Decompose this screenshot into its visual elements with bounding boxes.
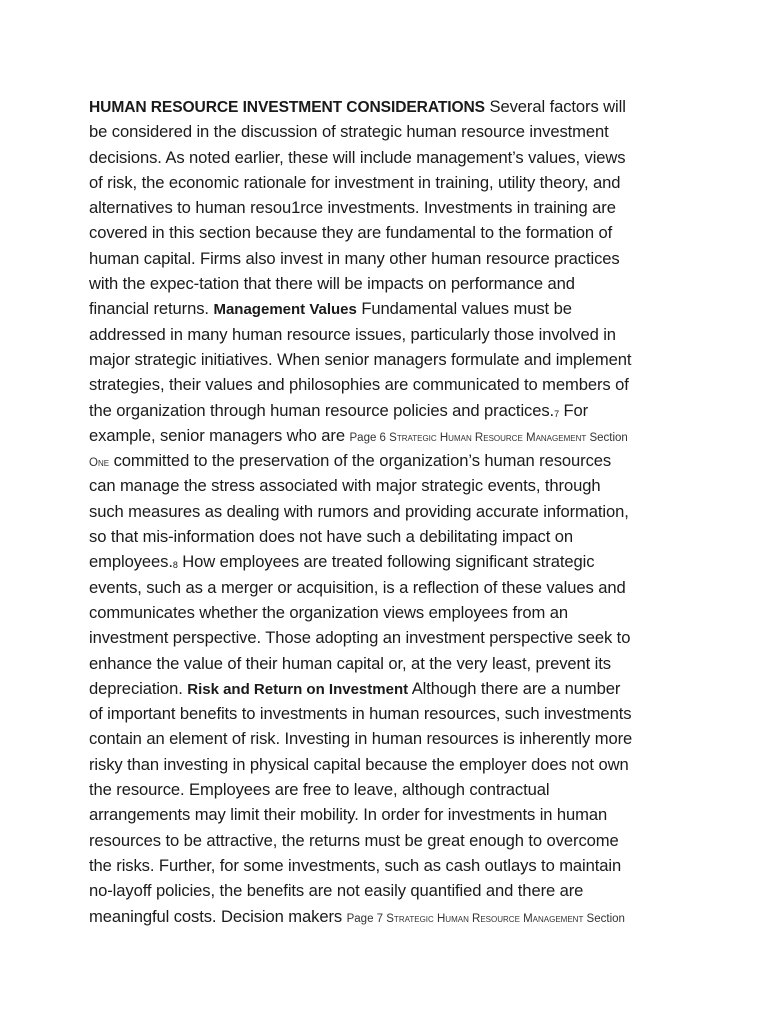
body-text-span: the organization through human resource policies and practices. xyxy=(89,400,555,420)
text-line xyxy=(89,828,709,853)
body-text-span: For xyxy=(558,400,589,420)
text-line xyxy=(89,119,709,144)
text-line xyxy=(89,853,709,878)
text-line xyxy=(89,802,709,827)
text-line xyxy=(89,752,709,777)
body-text-span: such measures as dealing with rumors and providing accurate information, xyxy=(89,501,629,521)
text-line xyxy=(89,271,709,296)
text-line xyxy=(89,473,709,498)
text-line xyxy=(89,878,709,903)
body-text-span: addressed in many human resource issues, particularly those involved in xyxy=(89,324,616,344)
body-text-span: example, senior managers who are xyxy=(89,425,350,445)
body-text-span: of risk, the economic rationale for investment in training, utility theory, and xyxy=(89,172,621,192)
text-line xyxy=(89,296,709,321)
body-text-span: can manage the stress associated with major strategic events, through xyxy=(89,476,601,496)
body-text-span: arrangements may limit their mobility. In order for investments in human xyxy=(89,805,608,825)
text-line xyxy=(89,423,709,448)
body-text-span: no-layoff policies, the benefits are not easily quantified and there are xyxy=(89,881,584,901)
text-line xyxy=(89,499,709,524)
text-line xyxy=(89,701,709,726)
body-text-span: major strategic initiatives. When senior managers formulate and implement xyxy=(89,349,632,369)
running-header: Strategic Human Resource Management xyxy=(386,912,584,925)
body-text-span: strategies, their values and philosophies are communicated to members of xyxy=(89,375,629,395)
text-line xyxy=(89,322,709,347)
text-line xyxy=(89,726,709,751)
page-marker: Page 7 xyxy=(346,912,387,925)
body-text-span: investment perspective. Those adopting an investment perspective seek to xyxy=(89,628,631,648)
body-text-span: contain an element of risk. Investing in human resources is inherently more xyxy=(89,729,633,749)
body-text-span: employees. xyxy=(89,552,173,572)
body-text xyxy=(89,94,709,929)
footnote-marker: 7 xyxy=(554,408,559,419)
body-text-span: committed to the preservation of the organization’s human resources xyxy=(109,451,612,471)
text-line xyxy=(89,904,709,929)
section-heading: HUMAN RESOURCE INVESTMENT CONSIDERATIONS xyxy=(89,99,485,116)
body-text-span: communicates whether the organization views employees from an xyxy=(89,602,569,622)
body-text-span: of important benefits to investments in human resources, such investments xyxy=(89,704,632,724)
body-text-span: the risks. Further, for some investments, such as cash outlays to maintain xyxy=(89,855,622,875)
text-line xyxy=(89,651,709,676)
text-line xyxy=(89,398,709,423)
text-line xyxy=(89,625,709,650)
body-text-span: financial returns. xyxy=(89,299,214,319)
body-text-span: so that mis-information does not have such a debilitating impact on xyxy=(89,527,574,547)
text-line xyxy=(89,777,709,802)
body-text-span: Fundamental values must be xyxy=(356,299,572,319)
body-text-span: Several factors will xyxy=(484,97,626,116)
running-header: Strategic Human Resource Management xyxy=(389,431,587,444)
text-line xyxy=(89,676,709,701)
body-text-span: How employees are treated following significant strategic xyxy=(177,552,595,572)
body-text-span: risky than investing in physical capital because the employer does not own xyxy=(89,754,629,774)
text-line xyxy=(89,347,709,372)
footnote-marker: 8 xyxy=(172,560,178,571)
page-marker: Section xyxy=(583,912,625,925)
text-line xyxy=(89,575,709,600)
text-line xyxy=(89,195,709,220)
body-text-span: events, such as a merger or acquisition, is a reflection of these values and xyxy=(89,577,626,597)
body-text-span: enhance the value of their human capital or, at the very least, prevent its xyxy=(89,653,611,673)
text-line xyxy=(89,145,709,170)
inline-subheading: Risk and Return on Investment xyxy=(187,680,409,698)
page-marker: Section xyxy=(586,431,628,444)
text-line xyxy=(89,372,709,397)
body-text-span: resources to be attractive, the returns must be great enough to overcome xyxy=(89,830,619,850)
body-text-span: be considered in the discussion of strategic human resource investment xyxy=(89,122,609,142)
body-text-span: human capital. Firms also invest in many other human resource practices xyxy=(89,248,620,268)
body-text-span: alternatives to human resou1rce investments. Investments in training are xyxy=(89,198,616,218)
text-line xyxy=(89,524,709,549)
running-header: One xyxy=(89,457,110,470)
text-line xyxy=(89,600,709,625)
body-text-span: with the expec-tation that there will be impacts on performance and xyxy=(89,274,575,294)
text-line xyxy=(89,448,709,473)
text-line xyxy=(89,246,709,271)
text-line xyxy=(89,170,709,195)
body-text-span: depreciation. xyxy=(89,678,188,698)
text-line xyxy=(89,94,709,119)
body-text-span: the resource. Employees are free to leave, although contractual xyxy=(89,780,550,800)
inline-subheading: Management Values xyxy=(213,301,357,319)
body-text-span: covered in this section because they are fundamental to the formation of xyxy=(89,223,613,243)
body-text-span: decisions. As noted earlier, these will include management’s values, views xyxy=(89,147,626,167)
text-line xyxy=(89,549,709,574)
body-text-span: Although there are a number xyxy=(408,678,621,698)
body-text-span: meaningful costs. Decision makers xyxy=(89,906,347,926)
page-marker: Page 6 xyxy=(349,431,390,444)
text-line xyxy=(89,220,709,245)
